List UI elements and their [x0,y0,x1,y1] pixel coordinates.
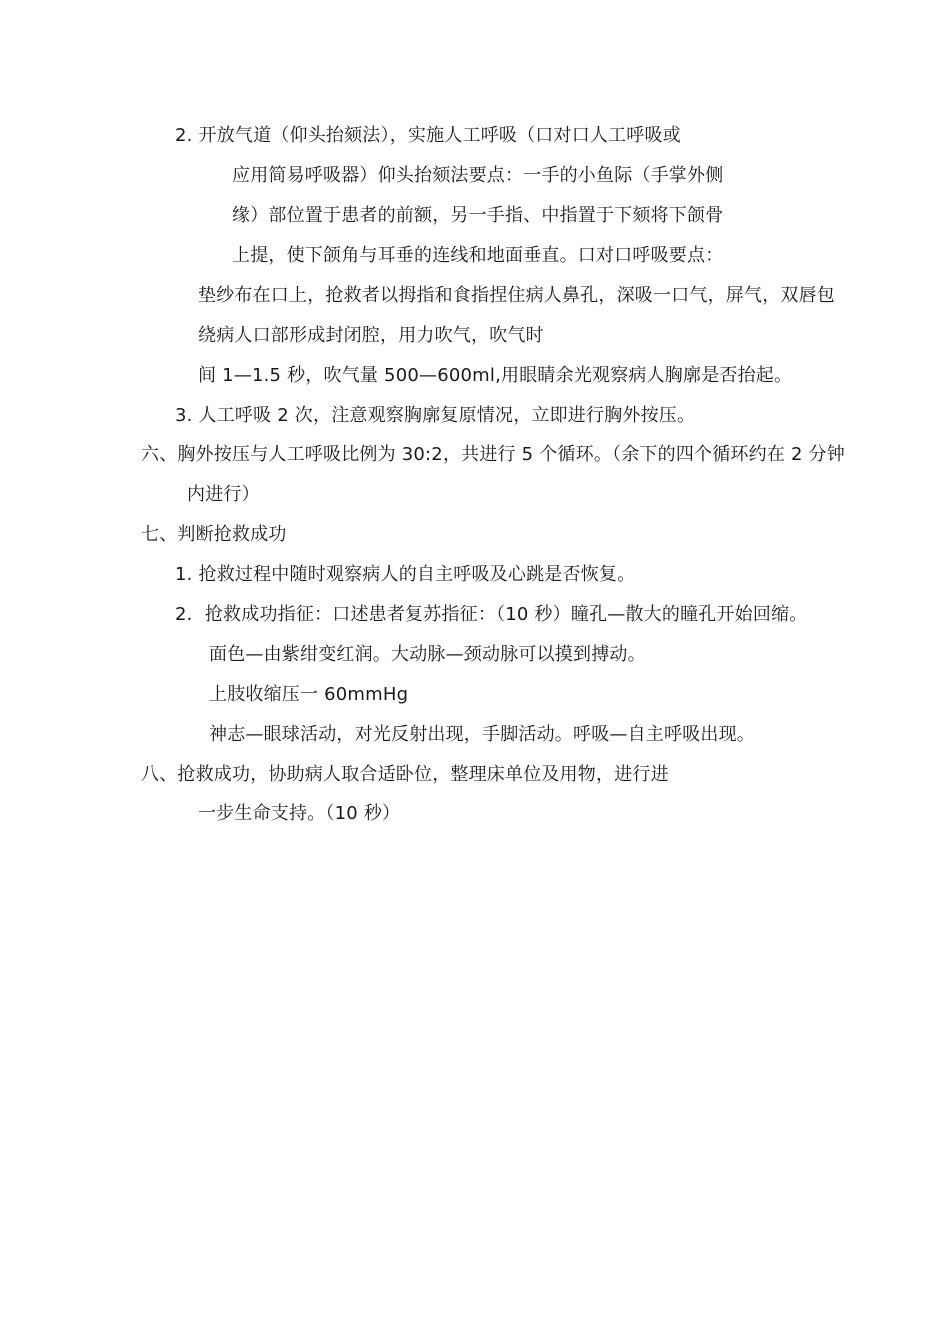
text-line: 上肢收缩压一 60mmHg [209,684,409,705]
section-heading: 七、判断抢救成功 [141,524,287,545]
text-line: 神志—眼球活动，对光反射出现，手脚活动。呼吸—自主呼吸出现。 [209,724,755,745]
text-line: 内进行） [187,484,260,505]
text-line: 3. 人工呼吸 2 次，注意观察胸廓复原情况，立即进行胸外按压。 [175,405,696,426]
text-line: 绕病人口部形成封闭腔，用力吹气，吹气时 [198,325,544,346]
text-line: 垫纱布在口上，抢救者以拇指和食指捏住病人鼻孔，深吸一口气，屏气，双唇包 [198,285,835,306]
text-line: 1. 抢救过程中随时观察病人的自主呼吸及心跳是否恢复。 [175,564,636,585]
section-heading: 八、抢救成功，协助病人取合适卧位，整理床单位及用物，进行进 [141,764,669,785]
text-line: 一步生命支持。（10 秒） [198,803,401,824]
text-line: 缘）部位置于患者的前额，另一手指、中指置于下颏将下颌骨 [232,205,724,226]
text-line: 2. 开放气道（仰头抬颏法），实施人工呼吸（口对口人工呼吸或 [175,125,681,146]
text-line: 面色—由紫绀变红润。大动脉—颈动脉可以摸到搏动。 [209,644,646,665]
text-line: 应用简易呼吸器）仰头抬颏法要点：一手的小鱼际（手掌外侧 [232,165,724,186]
text-line: 间 1—1.5 秒，吹气量 500—600ml,用眼睛余光观察病人胸廓是否抬起。 [198,365,793,386]
text-line: 上提，使下颌角与耳垂的连线和地面垂直。口对口呼吸要点： [232,245,724,266]
text-line: 2．抢救成功指征：口述患者复苏指征：（10 秒）瞳孔—散大的瞳孔开始回缩。 [175,604,808,625]
section-heading: 六、胸外按压与人工呼吸比例为 30:2，共进行 5 个循环。（余下的四个循环约在 2 分钟 [141,444,845,465]
